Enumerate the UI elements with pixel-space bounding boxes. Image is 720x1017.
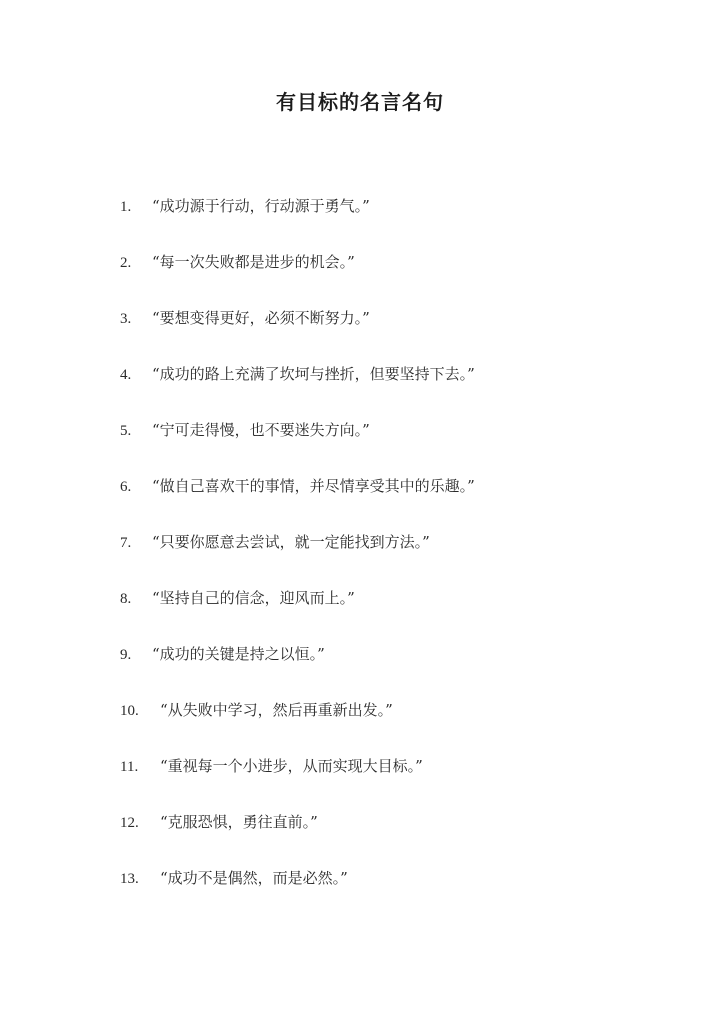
- item-number: 11.: [120, 759, 139, 775]
- quote-text: “只要你愿意去尝试，就一定能找到方法。”: [152, 533, 430, 551]
- quote-text: “重视每一个小进步，从而实现大目标。”: [160, 757, 423, 775]
- list-item: [120, 472, 680, 528]
- item-number: 5.: [120, 423, 132, 439]
- item-number: 8.: [120, 591, 132, 607]
- item-number: 7.: [120, 535, 132, 551]
- quote-text: “成功不是偶然，而是必然。”: [160, 869, 348, 887]
- quote-list: [120, 192, 680, 920]
- item-number: 10.: [120, 703, 139, 719]
- item-number: 2.: [120, 255, 132, 271]
- list-item: [120, 584, 680, 640]
- list-item: [120, 808, 680, 864]
- item-number: 12.: [120, 815, 139, 831]
- page-title: 有目标的名言名句: [276, 90, 444, 114]
- list-item: [120, 640, 680, 696]
- quote-text: “每一次失败都是进步的机会。”: [152, 253, 355, 271]
- quote-text: “成功的关键是持之以恒。”: [152, 645, 325, 663]
- list-item: [120, 248, 680, 304]
- list-item: [120, 304, 680, 360]
- quote-text: “宁可走得慢，也不要迷失方向。”: [152, 421, 370, 439]
- list-item: [120, 416, 680, 472]
- item-number: 9.: [120, 647, 132, 663]
- item-number: 3.: [120, 311, 132, 327]
- quote-text: “成功源于行动，行动源于勇气。”: [152, 197, 370, 215]
- quote-text: “成功的路上充满了坎坷与挫折，但要坚持下去。”: [152, 365, 475, 383]
- list-item: [120, 192, 680, 248]
- quote-text: “要想变得更好，必须不断努力。”: [152, 309, 370, 327]
- quote-text: “克服恐惧，勇往直前。”: [160, 813, 318, 831]
- list-item: [120, 752, 680, 808]
- item-number: 6.: [120, 479, 132, 495]
- quote-text: “从失败中学习，然后再重新出发。”: [160, 701, 393, 719]
- item-number: 4.: [120, 367, 132, 383]
- list-item: [120, 360, 680, 416]
- quote-text: “做自己喜欢干的事情，并尽情享受其中的乐趣。”: [152, 477, 475, 495]
- quote-text: “坚持自己的信念，迎风而上。”: [152, 589, 355, 607]
- list-item: [120, 528, 680, 584]
- list-item: [120, 864, 680, 920]
- item-number: 13.: [120, 871, 139, 887]
- item-number: 1.: [120, 199, 132, 215]
- list-item: [120, 696, 680, 752]
